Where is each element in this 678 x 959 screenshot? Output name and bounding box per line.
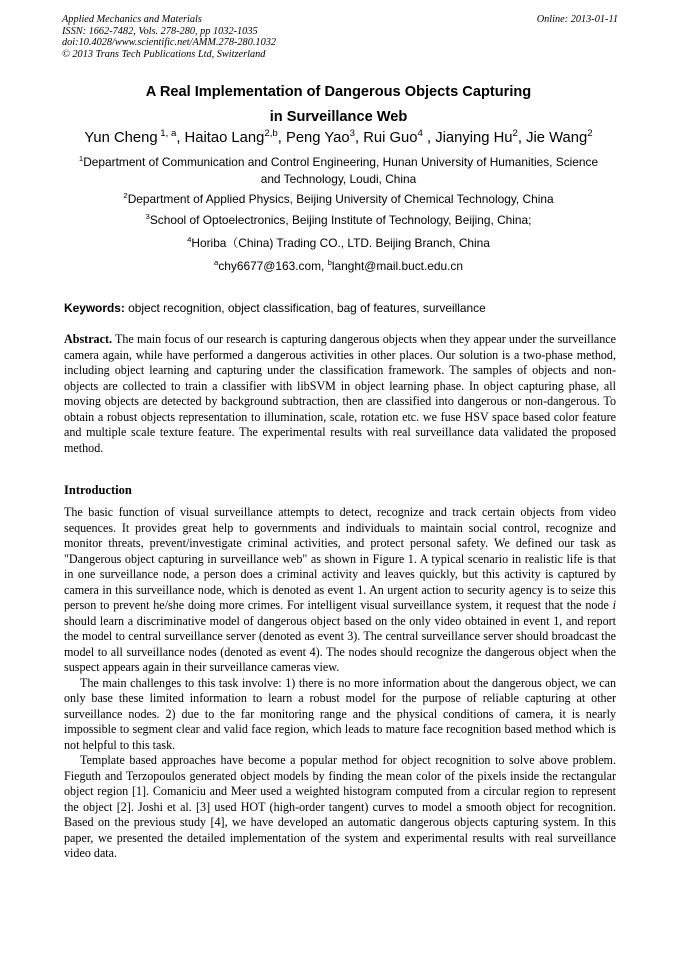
abstract-text: The main focus of our research is capturing dangerous objects when they appear under the surveillance camera again, while have performed a dangerous activities in other places. Our solution is a two-phase method, including object learning and capturing under the classification framework. The samples of objects and non-objects are collected to train a classifier with libSVM in object learning phase. In object capturing phase, all moving objects are detected by background subtraction, then are classified into dangerous or non-dangerous. To obtain a robust objects representation to illumination, scale, rotation etc. we fuse HSV space based color feature and multiple scale texture feature. The experimental results with real surveillance data validated the proposed method. [64, 332, 616, 455]
abstract-label: Abstract. [64, 332, 113, 346]
author-list [62, 128, 615, 148]
keywords-label: Keywords: [64, 301, 125, 315]
copyright-line: © 2013 Trans Tech Publications Ltd, Switzerland [62, 48, 266, 60]
author-name: Rui Guo [363, 130, 418, 146]
author-sep: , [354, 130, 364, 146]
section-heading-introduction: Introduction [64, 483, 132, 497]
author-name: Haitao Lang [184, 130, 265, 146]
intro-paragraph-3: Template based approaches have become a popular method for object recognition to solve above problem. Fieguth and Terzopoulos generated object models by finding the mean color of the pixels inside the rectangular object region [1]. Comaniciu and Meer used a weighted histogram computed from a circular region to represent the object [2]. Joshi et al. [3] used HOT (high-order tangent) curves to model a smooth object for recognition. Based on the previous study [4], we have developed an automatic dangerous objects capturing system. In this paper, we presented the detailed implementation of the system and experimental results with real surveillance video data. [64, 753, 616, 860]
abstract [64, 332, 616, 456]
author-sep: , [517, 130, 527, 146]
author-name: Yun Cheng [84, 130, 158, 146]
author-sup: 2,b [264, 128, 278, 140]
email-sup: a [214, 258, 219, 268]
issn-line: ISSN: 1662-7482, Vols. 278-280, pp 1032-1035 [62, 25, 258, 37]
paper-title [62, 80, 615, 130]
affiliation-4 [62, 235, 615, 252]
author-sup: 4 [417, 128, 423, 140]
online-date: Online: 2013-01-11 [536, 14, 618, 25]
intro-text: should learn a discriminative model of dangerous object based on the only video obtained in event 1, and report the model to central surveillance server (denoted as event 3). The central surveillance server should broadcast the model to all surveillance nodes (denoted as event 4). The nodes should recognize the dangerous object when the suspect appears again in their surveillance cameras view. [64, 613, 616, 674]
author-sup: 2 [587, 128, 593, 140]
intro-italic-i: i [612, 598, 616, 612]
abstract-paragraph [64, 332, 616, 456]
affiliation-sup: 3 [145, 212, 150, 222]
doi-line: doi:10.4028/www.scientific.net/AMM.278-280.1032 [62, 37, 277, 49]
intro-paragraph-1 [64, 505, 616, 676]
author-sep: , [176, 130, 185, 146]
introduction-body [64, 505, 616, 862]
affiliation-text: Department of Applied Physics, Beijing University of Chemical Technology, China [127, 192, 554, 206]
affiliation-sup: 2 [123, 191, 128, 201]
email-sup: b [327, 258, 332, 268]
affiliation-3 [62, 212, 615, 229]
author-sup: 2 [512, 128, 518, 140]
author-sep: , [422, 130, 436, 146]
intro-paragraph-2: The main challenges to this task involve: 1) there is no more information about the dangerous object, we can only base these limited information to learn a robust model for the purpose of reliable capturing at other surveillance nodes. 2) due to the far monitoring range and the physical conditions of camera, it is nearly impossible to segment clear and valid face region, which leads to mature face recognition based method which is not helpful to this task. [64, 675, 616, 752]
title-line-1: A Real Implementation of Dangerous Objects Capturing [145, 84, 532, 100]
keywords-text: object recognition, object classification, bag of features, surveillance [124, 301, 486, 315]
title-line-2: in Surveillance Web [269, 109, 408, 125]
author-name: Peng Yao [285, 130, 350, 146]
affiliation-sup: 1 [78, 154, 84, 164]
author-name: Jie Wang [526, 130, 588, 146]
author-sup: 3 [349, 128, 355, 140]
email-a: chy6677@163.com, [218, 259, 328, 273]
affiliation-text: and Technology, Loudi, China [260, 172, 417, 186]
author-sup: 1, a [157, 128, 177, 140]
journal-header [62, 14, 618, 60]
affiliation-2 [62, 191, 615, 208]
affiliation-text: Department of Communication and Control Engineering, Hunan University of Humanities, Science [83, 155, 599, 169]
keywords [64, 300, 616, 316]
author-emails [62, 258, 615, 275]
affiliation-text: School of Optoelectronics, Beijing Institute of Technology, Beijing, China; [149, 213, 532, 227]
email-b: langht@mail.buct.edu.cn [331, 259, 463, 273]
author-sep: , [277, 130, 286, 146]
journal-name: Applied Mechanics and Materials [62, 14, 202, 25]
affiliation-text: Horiba（China) Trading CO., LTD. Beijing Branch, China [191, 236, 490, 250]
intro-text: The basic function of visual surveillance attempts to detect, recognize and track certain objects from video sequences. It provides great help to governments and individuals to maintain social control, recognize and monitor threats, prevent/investigate criminal activities, and protect personal safety. We defined our task as "Dangerous object capturing in surveillance web" as shown in Figure 1. A typical scenario in realistic life is that in one surveillance node, a person does a criminal activity and leaves quickly, but this activity is captured by camera in this surveillance node, which is denoted as event 1. An urgent action to security agency is to seize this person to prevent he/she doing more crimes. For intelligent visual surveillance system, it request that the node [64, 505, 616, 612]
affiliation-1 [62, 154, 615, 188]
author-name: Jianying Hu [435, 130, 513, 146]
affiliation-sup: 4 [187, 235, 192, 245]
